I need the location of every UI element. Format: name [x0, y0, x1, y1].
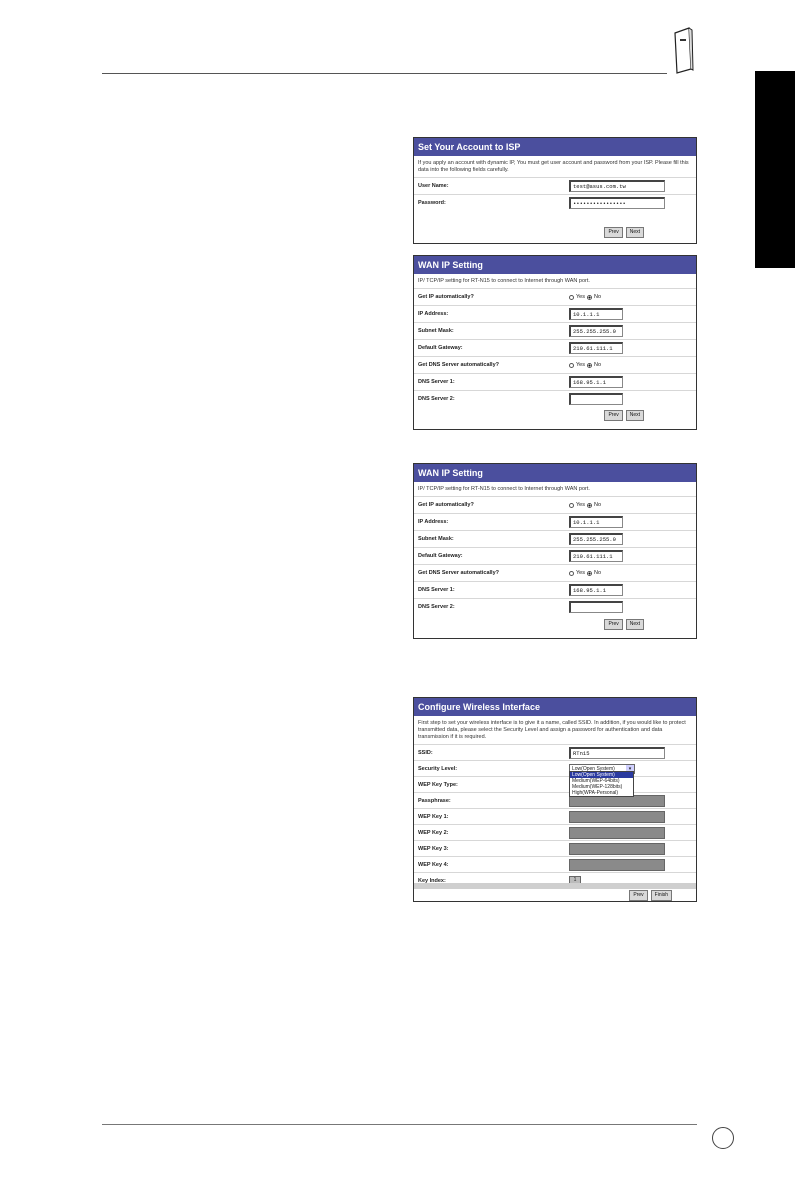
finish-button[interactable]: Finish — [651, 890, 672, 901]
dns2-field[interactable] — [569, 601, 623, 613]
security-option[interactable]: Medium(WEP-128bits) — [572, 784, 623, 790]
button-bar — [604, 410, 644, 421]
wep-key-3-label: WEP Key 3: — [418, 845, 449, 852]
wep-key-2-row — [414, 824, 696, 840]
wep-key-1-field — [569, 811, 665, 823]
wep-key-3-field — [569, 843, 665, 855]
panel-description: IP/ TCP/IP setting for RT-N15 to connect to Internet through WAN port. — [418, 486, 590, 492]
gateway-label: Default Gateway: — [418, 553, 463, 559]
security-option[interactable]: Medium(WEP-64bits) — [572, 778, 620, 784]
ssid-label: SSID: — [418, 749, 433, 756]
username-label: User Name: — [418, 183, 449, 189]
wep-key-1-row — [414, 808, 696, 824]
get-ip-yes-radio[interactable] — [569, 503, 574, 508]
no-label: No — [593, 294, 602, 300]
gateway-row — [414, 547, 696, 564]
dns1-field[interactable]: 168.95.1.1 — [569, 584, 623, 596]
wep-key-3-row — [414, 840, 696, 856]
gateway-row — [414, 339, 696, 356]
wep-key-1-label: WEP Key 1: — [418, 813, 449, 820]
dns2-label: DNS Server 2: — [418, 396, 455, 402]
dns-auto-row — [414, 564, 696, 581]
gateway-field[interactable]: 210.61.111.1 — [569, 342, 623, 354]
security-option[interactable]: High(WPA-Personal) — [572, 790, 619, 796]
dns-auto-no-radio[interactable] — [587, 363, 592, 368]
page-number-circle — [712, 1127, 734, 1149]
wep-key-4-field — [569, 859, 665, 871]
dns2-row — [414, 598, 696, 615]
panel-footer-bar — [414, 883, 696, 889]
panel-description: First step to set your wireless interface is to give it a name, called SSID. In addition, if you would like to protect transmitted data, please select the Security Level and assign a password for authentication and data transmission if it is required. — [418, 720, 686, 740]
dns1-field[interactable]: 168.95.1.1 — [569, 376, 623, 388]
next-button[interactable]: Next — [626, 619, 644, 630]
wan-ip-panel-1 — [413, 255, 697, 430]
dns2-row — [414, 390, 696, 407]
security-level-options[interactable] — [569, 771, 634, 797]
gateway-field[interactable]: 210.61.111.1 — [569, 550, 623, 562]
button-bar — [604, 227, 644, 238]
language-side-tab — [755, 71, 795, 268]
security-level-value: Low(Open System) — [572, 765, 615, 772]
key-index-select[interactable]: 1 — [569, 876, 581, 885]
get-ip-row — [414, 288, 696, 305]
dns-auto-no-radio[interactable] — [587, 571, 592, 576]
next-button[interactable]: Next — [626, 410, 644, 421]
wep-key-type-row — [414, 776, 696, 792]
dns-auto-yes-radio[interactable] — [569, 363, 574, 368]
isp-account-panel — [413, 137, 697, 244]
wep-key-4-label: WEP Key 4: — [418, 861, 449, 868]
prev-button[interactable]: Prev — [604, 619, 622, 630]
header-rule — [102, 73, 667, 74]
get-ip-no-radio[interactable] — [587, 503, 592, 508]
username-field[interactable]: test@asus.com.tw — [569, 180, 665, 192]
ip-address-field[interactable]: 10.1.1.1 — [569, 516, 623, 528]
button-bar — [629, 890, 672, 901]
password-label: Password: — [418, 200, 446, 206]
get-ip-no-radio[interactable] — [587, 295, 592, 300]
dns1-label: DNS Server 1: — [418, 587, 455, 593]
dns-auto-label: Get DNS Server automatically? — [418, 570, 500, 576]
no-label: No — [593, 362, 602, 368]
panel-description: IP/ TCP/IP setting for RT-N15 to connect to Internet through WAN port. — [418, 278, 590, 284]
button-bar — [604, 619, 644, 630]
wan-ip-panel-2 — [413, 463, 697, 639]
subnet-mask-field[interactable]: 255.255.255.0 — [569, 325, 623, 337]
yes-label: Yes — [576, 502, 585, 508]
prev-button[interactable]: Prev — [629, 890, 647, 901]
wep-key-2-label: WEP Key 2: — [418, 829, 449, 836]
password-row — [414, 194, 696, 211]
password-field[interactable]: •••••••••••••••• — [569, 197, 665, 209]
dns2-label: DNS Server 2: — [418, 604, 455, 610]
ip-address-row — [414, 513, 696, 530]
panel-title: WAN IP Setting — [414, 256, 696, 274]
subnet-mask-field[interactable]: 255.255.255.0 — [569, 533, 623, 545]
ip-address-label: IP Address: — [418, 519, 449, 525]
dns-auto-label: Get DNS Server automatically? — [418, 362, 500, 368]
dns1-row — [414, 581, 696, 598]
ssid-row — [414, 744, 696, 760]
gateway-label: Default Gateway: — [418, 345, 463, 351]
subnet-mask-label: Subnet Mask: — [418, 328, 454, 334]
username-row — [414, 177, 696, 194]
security-level-row — [414, 760, 696, 776]
panel-description: If you apply an account with dynamic IP, You must get user account and password from your ISP. Please fill this data into the following fields carefully. — [418, 160, 689, 173]
get-ip-label: Get IP automatically? — [418, 502, 474, 508]
dns-auto-yes-radio[interactable] — [569, 571, 574, 576]
router-icon — [671, 25, 695, 75]
panel-title: Configure Wireless Interface — [414, 698, 696, 716]
get-ip-row — [414, 496, 696, 513]
no-label: No — [593, 570, 602, 576]
prev-button[interactable]: Prev — [604, 410, 622, 421]
yes-label: Yes — [576, 362, 585, 368]
chevron-down-icon[interactable]: ▾ — [626, 765, 634, 773]
ip-address-row — [414, 305, 696, 322]
yes-label: Yes — [576, 570, 585, 576]
key-index-label: Key Index: — [418, 877, 446, 884]
dns1-row — [414, 373, 696, 390]
ip-address-label: IP Address: — [418, 311, 449, 317]
yes-label: Yes — [576, 294, 585, 300]
get-ip-yes-radio[interactable] — [569, 295, 574, 300]
footer-rule — [102, 1124, 697, 1125]
no-label: No — [593, 502, 602, 508]
panel-title: WAN IP Setting — [414, 464, 696, 482]
subnet-mask-label: Subnet Mask: — [418, 536, 454, 542]
passphrase-row — [414, 792, 696, 808]
passphrase-label: Passphrase: — [418, 797, 451, 804]
subnet-mask-row — [414, 322, 696, 339]
ssid-field[interactable]: RTn15 — [569, 747, 665, 759]
dns-auto-row — [414, 356, 696, 373]
wireless-interface-panel — [413, 697, 697, 902]
security-level-label: Security Level: — [418, 765, 458, 772]
next-button[interactable]: Next — [626, 227, 644, 238]
dns1-label: DNS Server 1: — [418, 379, 455, 385]
wep-key-type-label: WEP Key Type: — [418, 781, 458, 788]
subnet-mask-row — [414, 530, 696, 547]
dns2-field[interactable] — [569, 393, 623, 405]
get-ip-label: Get IP automatically? — [418, 294, 474, 300]
wep-key-4-row — [414, 856, 696, 872]
prev-button[interactable]: Prev — [604, 227, 622, 238]
security-option[interactable]: Low(Open System) — [570, 772, 633, 778]
ip-address-field[interactable]: 10.1.1.1 — [569, 308, 623, 320]
wep-key-2-field — [569, 827, 665, 839]
panel-title: Set Your Account to ISP — [414, 138, 696, 156]
